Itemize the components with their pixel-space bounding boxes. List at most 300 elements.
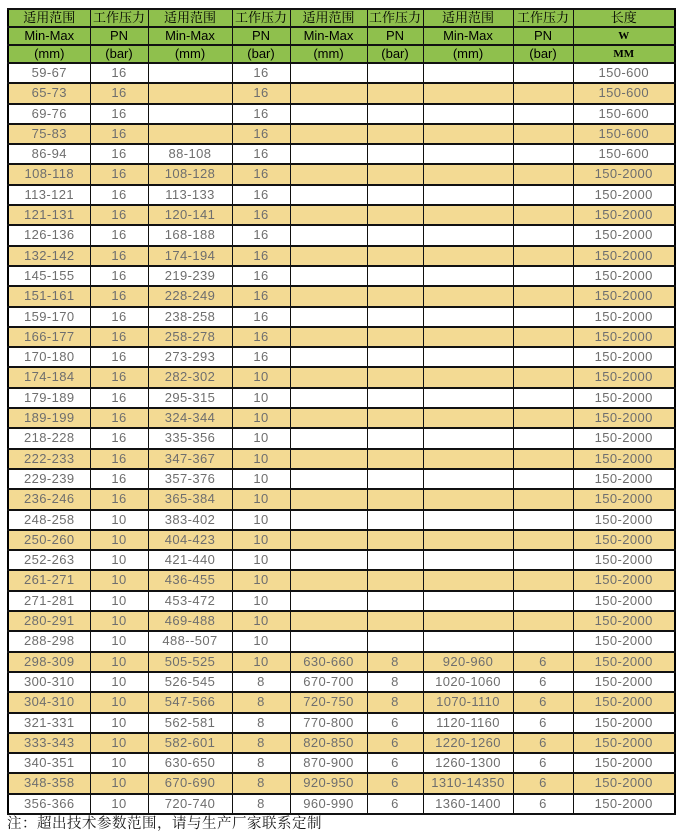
table-row <box>8 347 675 367</box>
table-cell <box>423 408 513 428</box>
header-cell: (mm) <box>148 45 232 63</box>
header-cell: W <box>573 27 675 45</box>
table-cell: 16 <box>232 185 290 205</box>
header-cell: 适用范围 <box>290 9 367 27</box>
table-cell <box>423 347 513 367</box>
header-row-title <box>8 9 675 27</box>
table-cell <box>423 510 513 530</box>
table-cell: 150-600 <box>573 104 675 124</box>
header-row-unit <box>8 45 675 63</box>
table-cell: 150-2000 <box>573 225 675 245</box>
table-cell: 150-2000 <box>573 408 675 428</box>
table-cell <box>367 286 423 306</box>
table-cell <box>290 225 367 245</box>
table-cell: 271-281 <box>8 591 90 611</box>
table-row <box>8 652 675 672</box>
table-cell: 10 <box>90 773 148 793</box>
table-row <box>8 692 675 712</box>
table-cell: 562-581 <box>148 713 232 733</box>
table-cell: 10 <box>232 428 290 448</box>
table-cell: 10 <box>90 530 148 550</box>
table-cell: 16 <box>232 307 290 327</box>
table-cell <box>367 489 423 509</box>
table-cell: 150-2000 <box>573 307 675 327</box>
table-cell <box>290 489 367 509</box>
header-cell: 工作压力 <box>232 9 290 27</box>
table-cell: 6 <box>513 672 573 692</box>
table-cell <box>513 124 573 144</box>
table-cell <box>513 408 573 428</box>
table-cell: 150-2000 <box>573 631 675 651</box>
table-cell: 6 <box>513 652 573 672</box>
table-cell <box>290 83 367 103</box>
table-cell <box>367 428 423 448</box>
table-cell: 170-180 <box>8 347 90 367</box>
table-cell: 16 <box>90 469 148 489</box>
table-cell <box>513 570 573 590</box>
table-cell <box>290 550 367 570</box>
table-cell: 150-2000 <box>573 550 675 570</box>
table-cell: 365-384 <box>148 489 232 509</box>
table-cell: 6 <box>513 773 573 793</box>
table-cell: 150-2000 <box>573 246 675 266</box>
table-cell: 6 <box>367 794 423 814</box>
table-row <box>8 286 675 306</box>
table-cell <box>290 449 367 469</box>
table-cell: 159-170 <box>8 307 90 327</box>
table-cell <box>513 185 573 205</box>
table-cell: 179-189 <box>8 388 90 408</box>
table-cell: 356-366 <box>8 794 90 814</box>
table-cell: 10 <box>232 510 290 530</box>
table-row <box>8 104 675 124</box>
table-cell: 150-600 <box>573 63 675 83</box>
table-cell: 10 <box>90 510 148 530</box>
table-cell <box>367 408 423 428</box>
table-cell: 229-239 <box>8 469 90 489</box>
table-cell: 321-331 <box>8 713 90 733</box>
table-cell <box>423 185 513 205</box>
table-cell: 10 <box>232 570 290 590</box>
table-cell: 453-472 <box>148 591 232 611</box>
table-row <box>8 449 675 469</box>
table-cell: 16 <box>232 83 290 103</box>
table-row <box>8 428 675 448</box>
table-cell: 132-142 <box>8 246 90 266</box>
table-cell <box>367 266 423 286</box>
table-cell <box>423 611 513 631</box>
table-cell: 166-177 <box>8 327 90 347</box>
table-cell <box>423 63 513 83</box>
header-cell: (bar) <box>367 45 423 63</box>
table-cell: 16 <box>232 144 290 164</box>
table-cell: 150-2000 <box>573 286 675 306</box>
table-cell: 16 <box>90 83 148 103</box>
table-cell: 505-525 <box>148 652 232 672</box>
table-cell: 121-131 <box>8 205 90 225</box>
table-cell: 10 <box>90 570 148 590</box>
table-cell <box>513 307 573 327</box>
table-cell: 16 <box>90 144 148 164</box>
table-cell <box>423 286 513 306</box>
table-cell: 8 <box>232 733 290 753</box>
table-cell: 16 <box>90 347 148 367</box>
table-cell <box>423 388 513 408</box>
table-cell <box>513 205 573 225</box>
table-cell <box>513 83 573 103</box>
table-cell: 469-488 <box>148 611 232 631</box>
table-cell: 86-94 <box>8 144 90 164</box>
table-row <box>8 794 675 814</box>
table-cell <box>423 307 513 327</box>
table-cell: 16 <box>232 104 290 124</box>
table-row <box>8 205 675 225</box>
table-cell <box>367 327 423 347</box>
table-cell <box>513 144 573 164</box>
table-cell <box>513 510 573 530</box>
table-cell <box>367 367 423 387</box>
table-cell <box>367 570 423 590</box>
table-row <box>8 63 675 83</box>
table-row <box>8 530 675 550</box>
table-cell: 16 <box>90 205 148 225</box>
table-cell <box>148 104 232 124</box>
table-cell: 228-249 <box>148 286 232 306</box>
table-cell <box>423 205 513 225</box>
table-cell: 304-310 <box>8 692 90 712</box>
table-cell <box>367 510 423 530</box>
table-cell <box>367 104 423 124</box>
table-cell: 288-298 <box>8 631 90 651</box>
table-row <box>8 713 675 733</box>
table-cell <box>290 286 367 306</box>
table-cell: 150-2000 <box>573 773 675 793</box>
table-cell: 88-108 <box>148 144 232 164</box>
table-cell: 238-258 <box>148 307 232 327</box>
table-cell: 6 <box>367 713 423 733</box>
table-cell: 10 <box>232 550 290 570</box>
table-cell: 436-455 <box>148 570 232 590</box>
table-cell <box>290 104 367 124</box>
table-cell: 150-2000 <box>573 469 675 489</box>
table-cell: 16 <box>90 367 148 387</box>
table-cell: 6 <box>513 753 573 773</box>
header-cell: Min-Max <box>423 27 513 45</box>
table-cell: 219-239 <box>148 266 232 286</box>
table-cell: 236-246 <box>8 489 90 509</box>
table-cell: 8 <box>367 692 423 712</box>
table-cell: 16 <box>90 449 148 469</box>
table-row <box>8 408 675 428</box>
table-cell <box>290 347 367 367</box>
table-cell <box>290 408 367 428</box>
table-cell: 150-2000 <box>573 185 675 205</box>
table-cell: 10 <box>90 692 148 712</box>
table-cell: 340-351 <box>8 753 90 773</box>
table-cell <box>367 83 423 103</box>
table-cell: 10 <box>232 489 290 509</box>
table-cell: 16 <box>232 164 290 184</box>
table-cell <box>513 428 573 448</box>
table-row <box>8 510 675 530</box>
header-cell: PN <box>513 27 573 45</box>
table-cell: 150-2000 <box>573 388 675 408</box>
table-cell: 150-2000 <box>573 652 675 672</box>
table-cell: 16 <box>90 489 148 509</box>
table-row <box>8 591 675 611</box>
table-cell: 150-600 <box>573 144 675 164</box>
table-cell: 1220-1260 <box>423 733 513 753</box>
table-cell: 16 <box>90 327 148 347</box>
table-cell: 108-128 <box>148 164 232 184</box>
table-cell: 282-302 <box>148 367 232 387</box>
table-cell <box>290 469 367 489</box>
table-cell <box>367 388 423 408</box>
table-cell <box>367 246 423 266</box>
table-cell <box>513 164 573 184</box>
table-cell: 250-260 <box>8 530 90 550</box>
table-cell: 920-960 <box>423 652 513 672</box>
table-cell <box>367 449 423 469</box>
table-row <box>8 367 675 387</box>
table-cell: 8 <box>232 672 290 692</box>
table-cell: 150-2000 <box>573 672 675 692</box>
table-cell <box>423 530 513 550</box>
table-cell: 6 <box>367 773 423 793</box>
table-cell: 150-2000 <box>573 794 675 814</box>
table-cell: 670-690 <box>148 773 232 793</box>
table-row <box>8 388 675 408</box>
table-cell: 252-263 <box>8 550 90 570</box>
table-cell: 870-900 <box>290 753 367 773</box>
table-cell: 6 <box>513 713 573 733</box>
table-cell: 261-271 <box>8 570 90 590</box>
table-cell <box>423 164 513 184</box>
header-row-sub <box>8 27 675 45</box>
table-cell <box>423 489 513 509</box>
table-cell: 404-423 <box>148 530 232 550</box>
table-cell: 16 <box>90 124 148 144</box>
table-cell <box>513 388 573 408</box>
table-cell <box>290 631 367 651</box>
table-cell: 720-740 <box>148 794 232 814</box>
header-cell: MM <box>573 45 675 63</box>
table-cell: 113-121 <box>8 185 90 205</box>
table-cell: 547-566 <box>148 692 232 712</box>
table-cell: 8 <box>367 652 423 672</box>
table-cell <box>367 550 423 570</box>
table-cell <box>290 205 367 225</box>
header-cell: PN <box>90 27 148 45</box>
table-row <box>8 753 675 773</box>
table-cell: 488--507 <box>148 631 232 651</box>
table-cell: 150-2000 <box>573 367 675 387</box>
table-cell: 920-950 <box>290 773 367 793</box>
table-header <box>8 9 675 63</box>
table-cell: 150-2000 <box>573 611 675 631</box>
table-cell: 150-2000 <box>573 733 675 753</box>
table-cell: 16 <box>90 164 148 184</box>
table-cell <box>148 63 232 83</box>
table-cell <box>423 225 513 245</box>
table-cell <box>290 611 367 631</box>
table-cell: 720-750 <box>290 692 367 712</box>
table-cell <box>367 347 423 367</box>
table-row <box>8 489 675 509</box>
table-cell <box>367 144 423 164</box>
table-cell: 10 <box>90 631 148 651</box>
table-cell <box>423 449 513 469</box>
header-cell: Min-Max <box>148 27 232 45</box>
table-cell: 150-2000 <box>573 164 675 184</box>
table-row <box>8 611 675 631</box>
table-row <box>8 124 675 144</box>
table-cell: 10 <box>90 652 148 672</box>
table-cell: 150-2000 <box>573 530 675 550</box>
table-cell <box>423 428 513 448</box>
table-cell <box>423 591 513 611</box>
table-cell <box>423 266 513 286</box>
table-cell: 168-188 <box>148 225 232 245</box>
table-row <box>8 144 675 164</box>
table-cell: 150-600 <box>573 124 675 144</box>
header-cell: Min-Max <box>8 27 90 45</box>
header-cell: 适用范围 <box>423 9 513 27</box>
table-cell: 10 <box>232 631 290 651</box>
table-cell: 69-76 <box>8 104 90 124</box>
table-cell <box>513 347 573 367</box>
table-cell: 150-2000 <box>573 753 675 773</box>
table-cell: 6 <box>367 733 423 753</box>
table-cell <box>513 550 573 570</box>
table-cell: 383-402 <box>148 510 232 530</box>
table-cell: 8 <box>232 692 290 712</box>
table-cell <box>367 225 423 245</box>
table-cell: 8 <box>232 773 290 793</box>
header-cell: 长度 <box>573 9 675 27</box>
table-cell: 113-133 <box>148 185 232 205</box>
table-cell <box>513 631 573 651</box>
table-cell: 10 <box>232 652 290 672</box>
table-cell: 16 <box>232 327 290 347</box>
table-cell: 6 <box>367 753 423 773</box>
table-cell <box>513 63 573 83</box>
table-cell: 273-293 <box>148 347 232 367</box>
table-row <box>8 164 675 184</box>
table-cell <box>367 611 423 631</box>
table-row <box>8 327 675 347</box>
table-cell: 1360-1400 <box>423 794 513 814</box>
table-cell <box>367 631 423 651</box>
table-row <box>8 733 675 753</box>
table-cell: 820-850 <box>290 733 367 753</box>
pipe-spec-table <box>7 8 676 815</box>
table-cell: 335-356 <box>148 428 232 448</box>
table-cell <box>423 246 513 266</box>
table-cell: 150-2000 <box>573 713 675 733</box>
table-cell: 333-343 <box>8 733 90 753</box>
table-cell: 16 <box>232 63 290 83</box>
header-cell: PN <box>232 27 290 45</box>
table-cell: 222-233 <box>8 449 90 469</box>
header-cell: (bar) <box>90 45 148 63</box>
table-row <box>8 672 675 692</box>
table-row <box>8 773 675 793</box>
table-cell: 324-344 <box>148 408 232 428</box>
header-cell: (bar) <box>513 45 573 63</box>
table-cell: 10 <box>232 449 290 469</box>
table-cell: 6 <box>513 692 573 712</box>
table-cell: 6 <box>513 794 573 814</box>
table-cell: 347-367 <box>148 449 232 469</box>
table-cell <box>367 469 423 489</box>
table-cell <box>290 510 367 530</box>
header-cell: PN <box>367 27 423 45</box>
header-cell: 适用范围 <box>8 9 90 27</box>
table-cell <box>513 469 573 489</box>
table-cell: 10 <box>232 530 290 550</box>
table-cell: 16 <box>90 266 148 286</box>
table-cell: 421-440 <box>148 550 232 570</box>
table-cell <box>423 104 513 124</box>
header-cell: (mm) <box>290 45 367 63</box>
table-cell <box>513 367 573 387</box>
table-cell: 1260-1300 <box>423 753 513 773</box>
table-cell: 10 <box>232 591 290 611</box>
table-cell: 150-2000 <box>573 327 675 347</box>
header-cell: (mm) <box>423 45 513 63</box>
table-cell: 10 <box>90 672 148 692</box>
table-row <box>8 307 675 327</box>
table-cell: 174-194 <box>148 246 232 266</box>
table-cell: 150-2000 <box>573 449 675 469</box>
table-cell: 16 <box>90 388 148 408</box>
table-cell: 10 <box>232 469 290 489</box>
table-cell: 1020-1060 <box>423 672 513 692</box>
table-cell: 16 <box>90 246 148 266</box>
table-cell: 10 <box>90 753 148 773</box>
table-cell: 295-315 <box>148 388 232 408</box>
table-cell: 248-258 <box>8 510 90 530</box>
table-row <box>8 266 675 286</box>
table-cell <box>423 631 513 651</box>
table-cell: 10 <box>232 408 290 428</box>
table-cell <box>513 266 573 286</box>
footnote: 注：超出技术参数范围，请与生产厂家联系定制 <box>7 816 322 832</box>
table-cell <box>423 124 513 144</box>
table-cell <box>290 591 367 611</box>
table-cell: 298-309 <box>8 652 90 672</box>
table-row <box>8 185 675 205</box>
table-cell: 150-2000 <box>573 428 675 448</box>
table-cell: 10 <box>90 611 148 631</box>
table-row <box>8 246 675 266</box>
table-row <box>8 225 675 245</box>
table-cell: 10 <box>232 611 290 631</box>
table-cell: 10 <box>90 794 148 814</box>
table-cell <box>513 611 573 631</box>
table-cell <box>148 124 232 144</box>
table-cell: 150-2000 <box>573 205 675 225</box>
header-cell: 工作压力 <box>513 9 573 27</box>
table-cell: 75-83 <box>8 124 90 144</box>
table-cell <box>367 63 423 83</box>
table-cell: 16 <box>90 63 148 83</box>
table-cell: 150-2000 <box>573 347 675 367</box>
header-cell: 工作压力 <box>368 10 421 25</box>
table-cell <box>290 367 367 387</box>
table-row <box>8 550 675 570</box>
